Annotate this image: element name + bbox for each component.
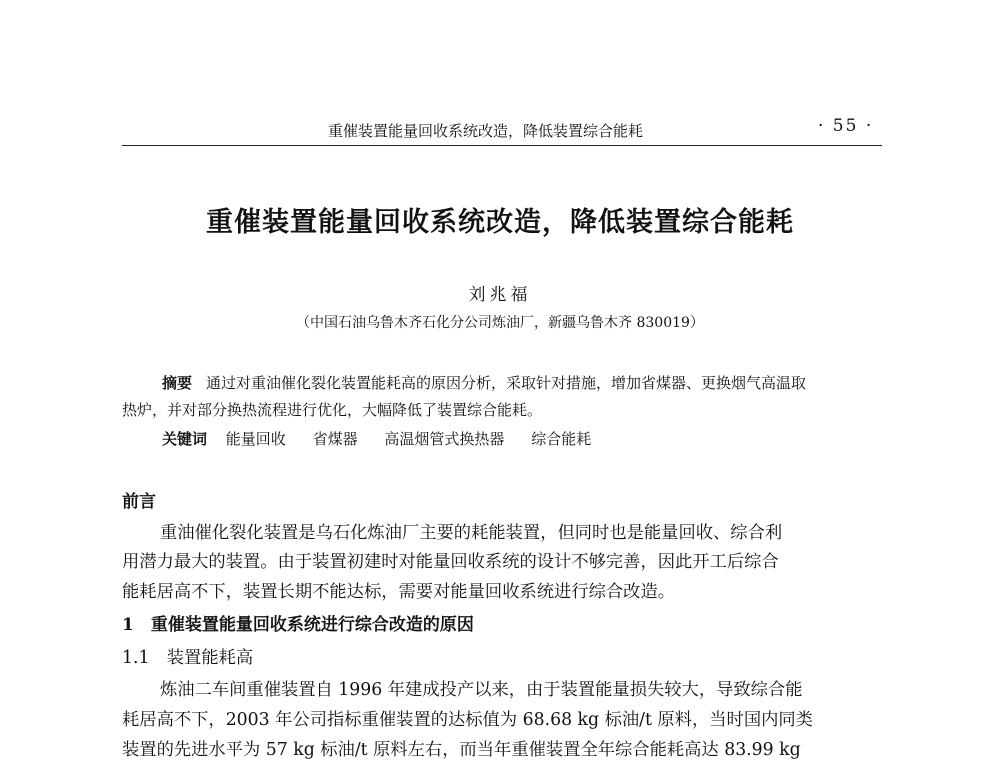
abstract-line-1 [162, 372, 806, 393]
keywords-line [162, 428, 613, 449]
section-1-heading: 1 重催装置能量回收系统进行综合改造的原因 [122, 615, 474, 635]
keywords-label: 关键词 [162, 430, 208, 448]
keyword-item: 省煤器 [312, 430, 358, 448]
author-affiliation: （中国石油乌鲁木齐石化分公司炼油厂，新疆乌鲁木齐 830019） [296, 315, 704, 331]
header-rule [122, 145, 882, 146]
body-line: 装置的先进水平为 57 kg 标油/t 原料左右，而当年重催装置全年综合能耗高达 83.99 kg [122, 740, 801, 760]
abstract-text-1: 通过对重油催化裂化装置能耗高的原因分析，采取针对措施，增加省煤器、更换烟气高温取 [206, 374, 807, 392]
keyword-item: 高温烟管式换热器 [384, 430, 505, 448]
body-line: 能耗居高不下，装置长期不能达标，需要对能量回收系统进行综合改造。 [122, 582, 676, 602]
page-number: · 55 · [818, 116, 874, 136]
preface-heading: 前言 [122, 492, 156, 512]
section-1-1-heading: 1.1 装置能耗高 [122, 648, 254, 668]
abstract-label: 摘要 [162, 374, 193, 392]
running-title: 重催装置能量回收系统改造，降低装置综合能耗 [328, 122, 644, 140]
keyword-item: 能量回收 [225, 430, 286, 448]
article-title: 重催装置能量回收系统改造，降低装置综合能耗 [206, 207, 794, 238]
keyword-item: 综合能耗 [531, 430, 592, 448]
body-line: 重油催化裂化装置是乌石化炼油厂主要的耗能装置，但同时也是能量回收、综合利 [160, 523, 783, 543]
author-name: 刘兆福 [468, 285, 532, 305]
body-line: 耗居高不下，2003 年公司指标重催装置的达标值为 68.68 kg 标油/t 原料，当时国内同类 [122, 710, 813, 730]
body-line: 用潜力最大的装置。由于装置初建时对能量回收系统的设计不够完善，因此开工后综合 [122, 552, 779, 572]
body-line: 炼油二车间重催装置自 1996 年建成投产以来，由于装置能量损失较大，导致综合能 [160, 680, 803, 700]
abstract-line-2: 热炉，并对部分换热流程进行优化，大幅降低了装置综合能耗。 [122, 401, 543, 419]
